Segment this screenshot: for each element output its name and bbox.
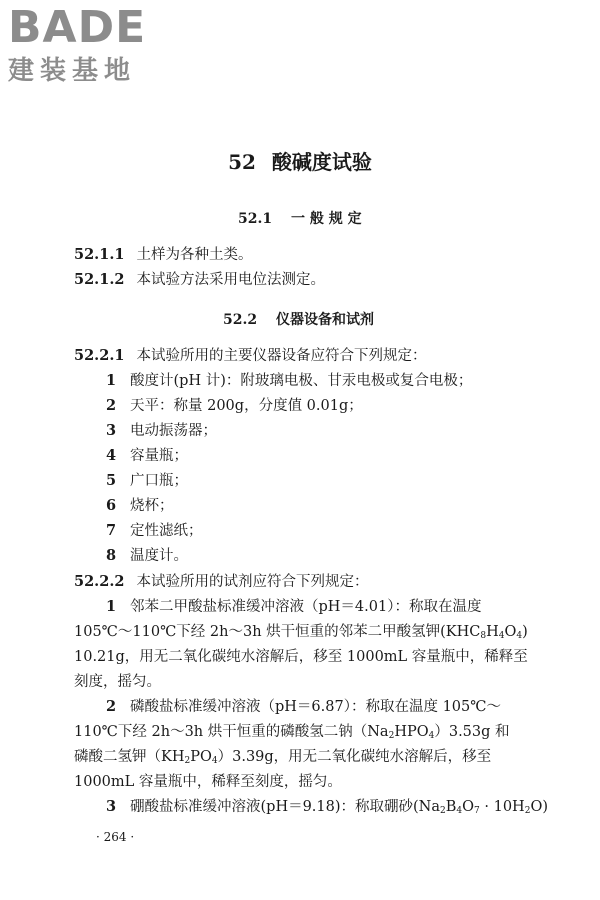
text-run: O) xyxy=(530,799,548,815)
clause xyxy=(74,245,252,265)
clause-text: 本试验所用的试剂应符合下列规定： xyxy=(136,574,369,590)
clause-number: 52.1.1 xyxy=(74,246,125,263)
paragraph-line: 10.21g，用无二氧化碳纯水溶解后，移至 1000mL 容量瓶中，稀释至 xyxy=(74,649,528,665)
logo-subtitle: 建装基地 xyxy=(8,56,137,86)
reagent-paragraph xyxy=(106,697,501,717)
item-number: 2 xyxy=(106,397,117,414)
clause-text: 本试验所用的主要仪器设备应符合下列规定： xyxy=(136,348,427,364)
subscript: 8 xyxy=(480,631,487,641)
section-title: 仪器设备和试剂 xyxy=(275,312,374,328)
subscript: 2 xyxy=(184,756,191,766)
item-text: 烧杯； xyxy=(130,498,174,514)
subscript: 7 xyxy=(474,806,480,816)
reagent-paragraph xyxy=(106,597,481,617)
paragraph-line xyxy=(74,722,510,746)
list-item xyxy=(106,521,203,541)
subscript: 4 xyxy=(456,806,463,816)
clause xyxy=(74,346,426,366)
subscript: 2 xyxy=(524,806,531,816)
subscript: 4 xyxy=(516,631,523,641)
text-run: ) xyxy=(522,624,528,640)
item-number: 5 xyxy=(106,472,117,489)
paragraph-line: 磷酸盐标准缓冲溶液（pH＝6.87）：称取在温度 105℃～ xyxy=(130,699,501,715)
text-run: 硼酸盐标准缓冲溶液(pH＝9.18)：称取硼砂(Na xyxy=(130,799,441,815)
paragraph-line: 1000mL 容量瓶中，稀释至刻度，摇匀。 xyxy=(74,774,342,790)
text-run: 磷酸二氢钾（KH xyxy=(74,749,185,765)
item-number: 3 xyxy=(106,798,117,815)
chapter-number: 52 xyxy=(228,150,256,174)
text-run: H xyxy=(486,624,499,640)
item-text: 广口瓶； xyxy=(130,473,188,489)
text-run: O xyxy=(462,799,475,815)
subscript: 4 xyxy=(498,631,505,641)
text-run: B xyxy=(445,799,457,815)
section-heading xyxy=(223,309,374,329)
item-number: 2 xyxy=(106,698,117,715)
list-item xyxy=(106,471,188,491)
item-number: 8 xyxy=(106,547,117,564)
list-item xyxy=(106,546,188,566)
paragraph-line: 邻苯二甲酸盐标准缓冲溶液（pH＝4.01）：称取在温度 xyxy=(130,599,482,615)
section-number: 52.2 xyxy=(223,312,258,328)
clause-number: 52.2.2 xyxy=(74,573,125,590)
section-title: 一 般 规 定 xyxy=(290,211,362,227)
item-number: 1 xyxy=(106,372,117,389)
item-number: 6 xyxy=(106,497,117,514)
section-number: 52.1 xyxy=(238,211,273,227)
page-number: · 264 · xyxy=(96,830,135,844)
item-text: 容量瓶； xyxy=(130,448,188,464)
text-run: · 10H xyxy=(479,799,525,815)
text-run: 110℃下经 2h～3h 烘干恒重的磷酸氢二钠（Na xyxy=(74,724,389,740)
text-run: ）3.53g 和 xyxy=(434,724,510,740)
list-item xyxy=(106,396,363,416)
chapter-title xyxy=(0,146,600,175)
reagent-paragraph xyxy=(106,797,548,821)
item-text: 电动振荡器； xyxy=(130,423,217,439)
clause-number: 52.2.1 xyxy=(74,347,125,364)
clause-number: 52.1.2 xyxy=(74,271,125,288)
brand-logo xyxy=(8,4,178,92)
logo-wordmark: BADE xyxy=(8,2,147,53)
item-number: 3 xyxy=(106,422,117,439)
subscript: 4 xyxy=(428,731,435,741)
list-item xyxy=(106,496,174,516)
clause-text: 本试验方法采用电位法测定。 xyxy=(136,272,325,288)
subscript: 2 xyxy=(388,731,395,741)
item-number: 7 xyxy=(106,522,117,539)
chapter-title-text: 酸碱度试验 xyxy=(271,150,372,174)
item-text: 定性滤纸； xyxy=(130,523,203,539)
section-heading xyxy=(238,208,362,228)
item-text: 天平：称量 200g，分度值 0.01g； xyxy=(130,398,363,414)
subscript: 4 xyxy=(211,756,218,766)
text-run: 105℃～110℃下经 2h～3h 烘干恒重的邻苯二甲酸氢钾(KHC xyxy=(74,624,481,640)
text-run: O xyxy=(504,624,517,640)
text-run: HPO xyxy=(394,724,429,740)
item-number: 4 xyxy=(106,447,117,464)
text-run: ）3.39g，用无二氧化碳纯水溶解后，移至 xyxy=(217,749,492,765)
paragraph-line xyxy=(74,747,491,771)
paragraph-line xyxy=(74,622,528,646)
list-item xyxy=(106,421,217,441)
paragraph-line: 刻度，摇匀。 xyxy=(74,674,161,690)
clause xyxy=(74,572,368,592)
list-item xyxy=(106,371,472,391)
subscript: 2 xyxy=(440,806,446,816)
clause-text: 土样为各种土类。 xyxy=(136,247,253,263)
item-number: 1 xyxy=(106,598,117,615)
list-item xyxy=(106,446,188,466)
clause xyxy=(74,270,325,290)
item-text: 酸度计(pH 计)：附玻璃电极、甘汞电极或复合电极； xyxy=(130,373,473,389)
text-run: PO xyxy=(190,749,212,765)
item-text: 温度计。 xyxy=(130,548,188,564)
